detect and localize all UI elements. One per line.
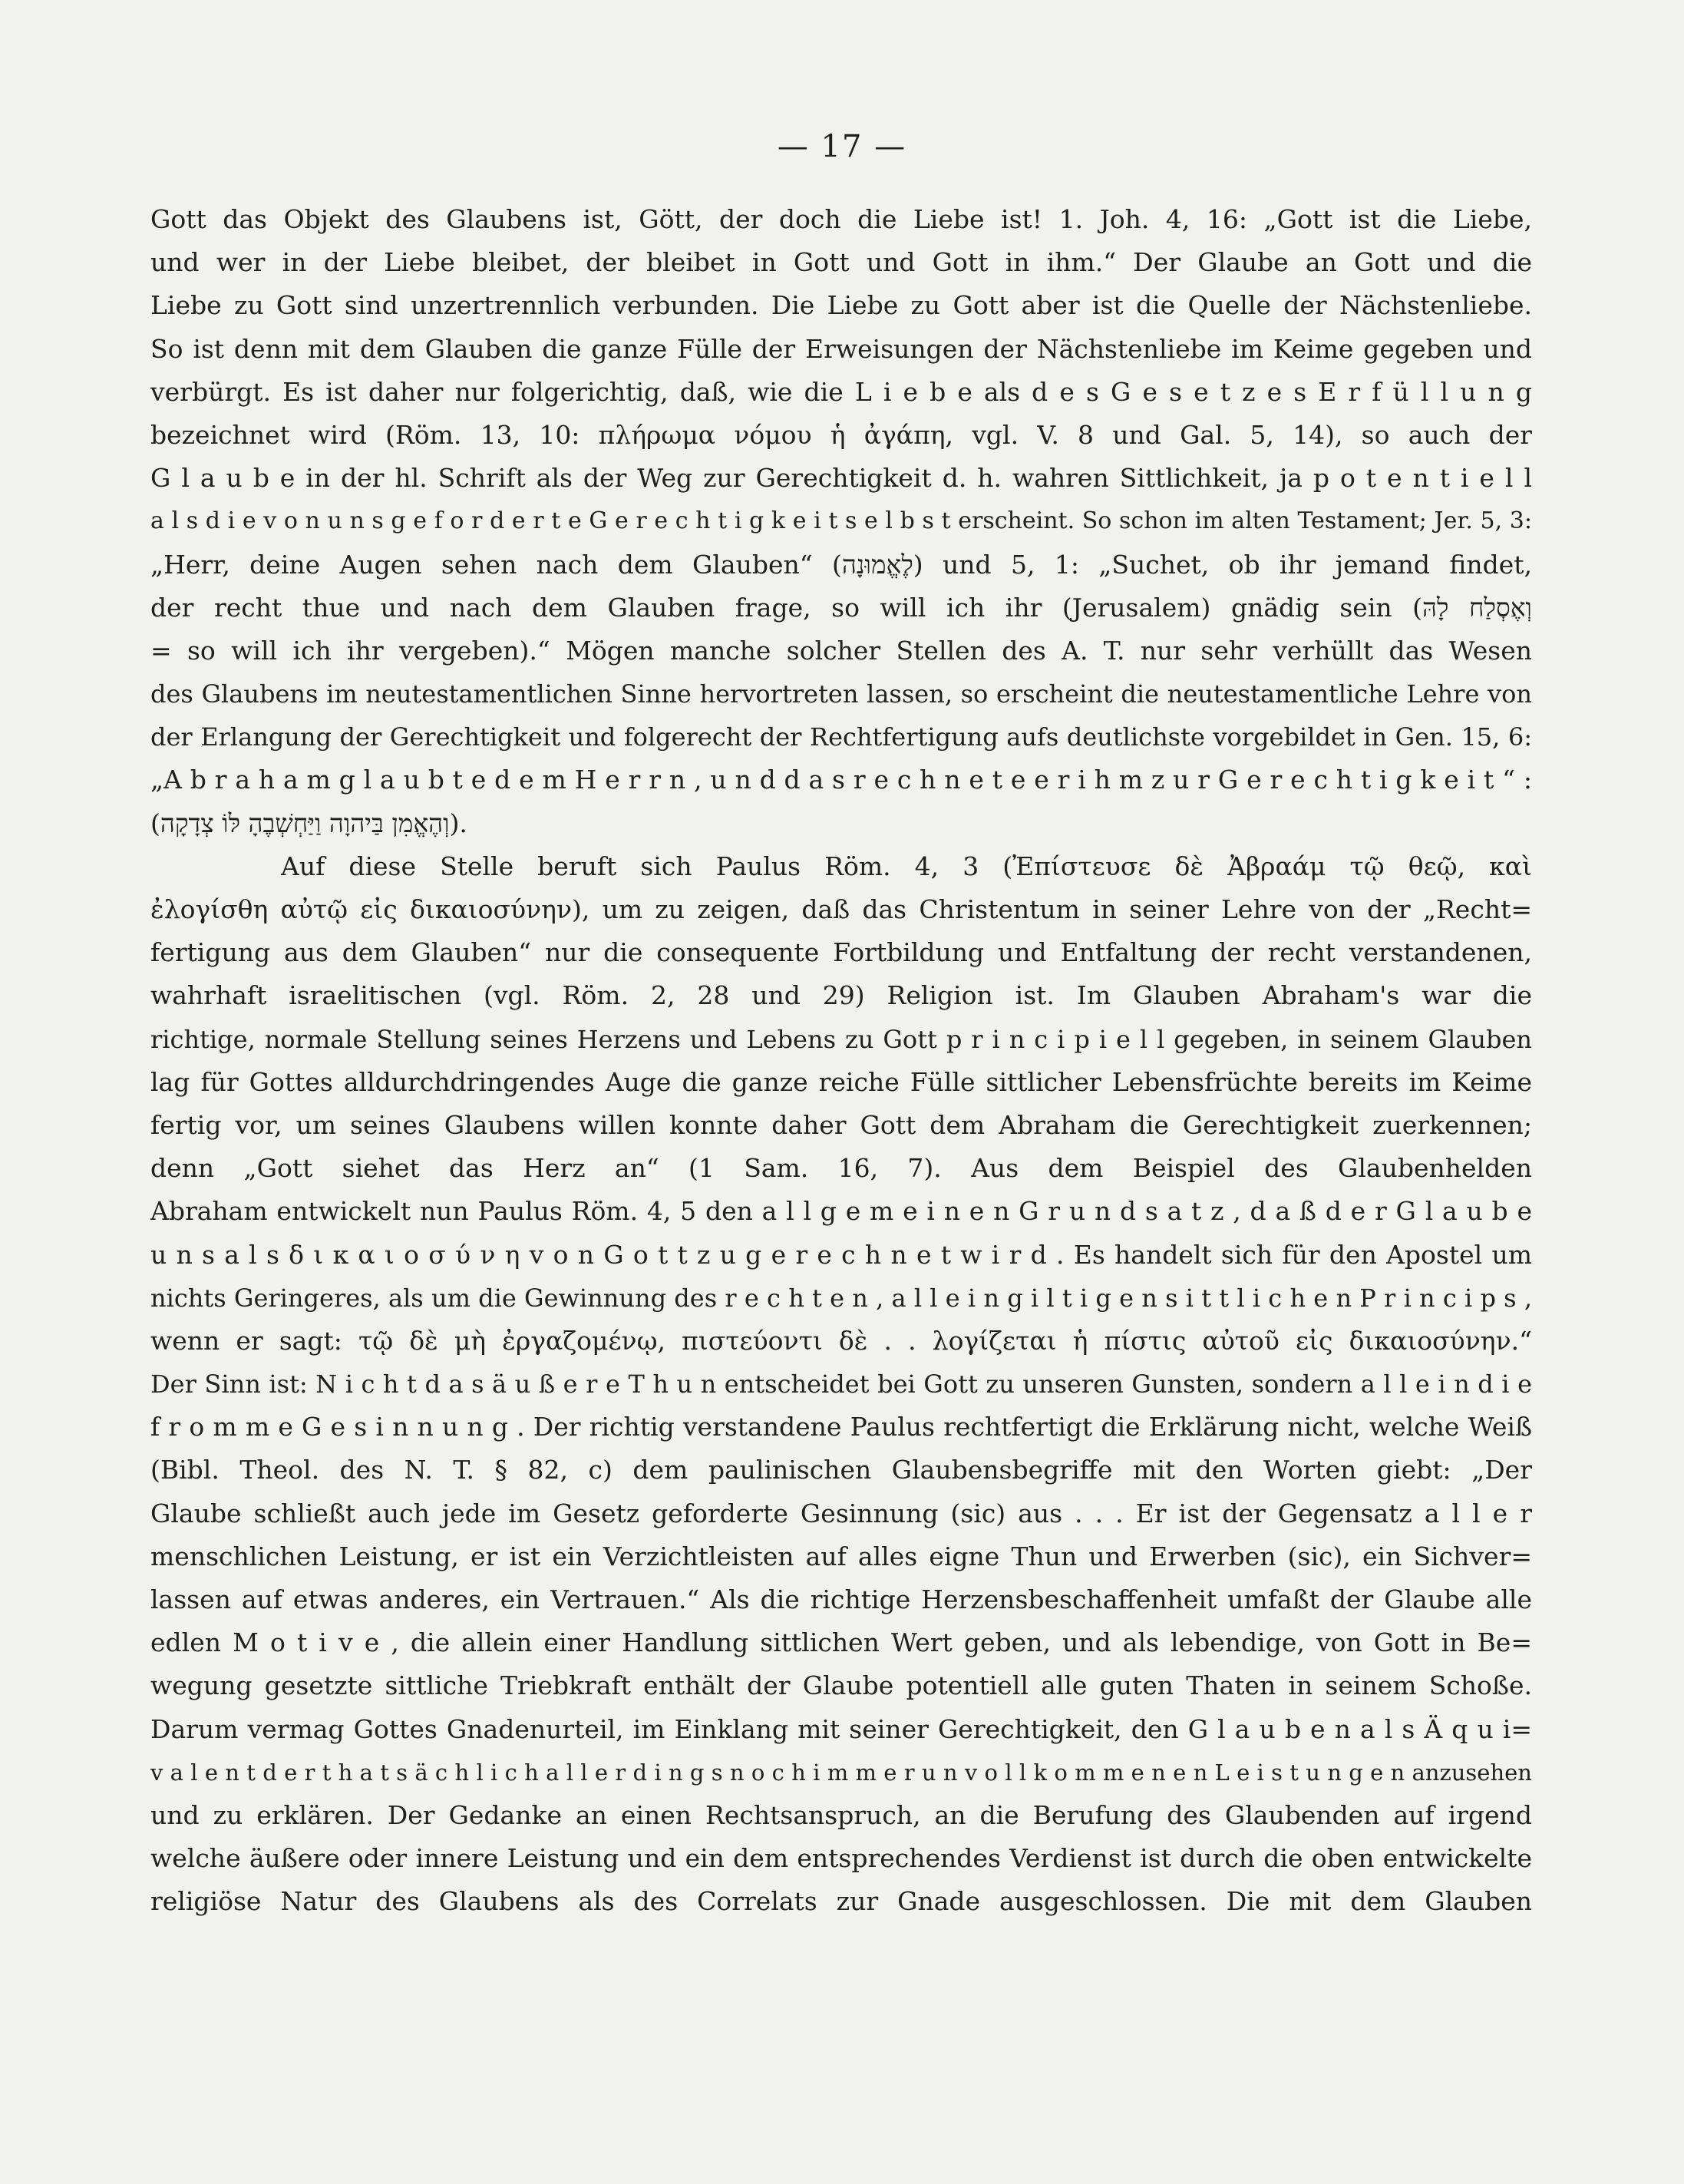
text-line: „A b r a h a m g l a u b t e d e m H e r r n , u n d d a s r e c h n e t e e r i h m z u r G e r e c h t i g k e i t “ :	[150, 765, 1532, 795]
text-line: Abraham entwickelt nun Paulus Röm. 4, 5 den a l l g e m e i n e n G r u n d s a t z , d a ß d e r G l a u b e	[150, 1196, 1532, 1227]
text-line: bezeichnet wird (Röm. 13, 10: πλήρωμα νόμου ἡ ἀγάπη, vgl. V. 8 und Gal. 5, 14), so auch der	[150, 419, 1532, 450]
text-line: religiöse Natur des Glaubens als des Correlats zur Gnade ausgeschlossen. Die mit dem Glauben	[150, 1886, 1532, 1917]
text-line: G l a u b e in der hl. Schrift als der Weg zur Gerechtigkeit d. h. wahren Sittlichkeit, ja p o t e n t i e l l	[150, 463, 1532, 494]
text-line: Darum vermag Gottes Gnadenurteil, im Einklang mit seiner Gerechtigkeit, den G l a u b e n a l s Ä q u i=	[150, 1713, 1532, 1744]
text-line: denn „Gott siehet das Herz an“ (1 Sam. 16, 7). Aus dem Beispiel des Glaubenhelden	[150, 1153, 1532, 1184]
text-line: des Glaubens im neutestamentlichen Sinne hervortreten lassen, so erscheint die neutestamentliche Lehre von	[150, 679, 1532, 709]
text-line: f r o m m e G e s i n n u n g . Der richtig verstandene Paulus rechtfertigt die Erklärung nicht, welche Weiß	[150, 1412, 1532, 1442]
text-line: der Erlangung der Gerechtigkeit und folgerecht der Rechtfertigung aufs deutlichste vorgebildet in Gen. 15, 6:	[150, 722, 1532, 752]
text-line: richtige, normale Stellung seines Herzens und Lebens zu Gott p r i n c i p i e l l gegeben, in seinem Glauben	[150, 1024, 1532, 1054]
text-line: u n s a l s δ ι κ α ι ο σ ύ ν η v o n G o t t z u g e r e c h n e t w i r d . Es handelt sich für den Apostel um	[150, 1239, 1532, 1270]
text-line: wegung gesetzte sittliche Triebkraft enthält der Glaube potentiell alle guten Thaten in seinem Schoße.	[150, 1670, 1532, 1701]
text-line: v a l e n t d e r t h a t s ä c h l i c h a l l e r d i n g s n o c h i m m e r u n v o l l k o m m e n e n L e i s t u n g e n anzusehen	[150, 1759, 1532, 1786]
page-number: — 17 —	[777, 129, 907, 164]
text-line: lag für Gottes alldurchdringendes Auge die ganze reiche Fülle sittlicher Lebensfrüchte bereits im Keime	[150, 1066, 1532, 1097]
text-line: verbürgt. Es ist daher nur folgerichtig, daß, wie die L i e b e als d e s G e s e t z e s E r f ü l l u n g	[150, 376, 1532, 407]
text-line: welche äußere oder innere Leistung und ein dem entsprechendes Verdienst ist durch die oben entwickelte	[150, 1843, 1532, 1874]
text-line: wahrhaft israelitischen (vgl. Röm. 2, 28 und 29) Religion ist. Im Glauben Abraham's war die	[150, 980, 1532, 1011]
text-line: der recht thue und nach dem Glauben frage, so will ich ihr (Jerusalem) gnädig sein (וְאֶסְלַח לָהּ	[150, 592, 1532, 623]
text-line: ἐλογίσθη αὐτῷ εἰς δικαιοσύνην), um zu zeigen, daß das Christentum in seiner Lehre von der „Recht=	[150, 894, 1532, 924]
text-line: nichts Geringeres, als um die Gewinnung des r e c h t e n , a l l e i n g i l t i g e n s i t t l i c h e n P r i n c i p s ,	[150, 1283, 1532, 1313]
text-line: Auf diese Stelle beruft sich Paulus Röm. 4, 3 (Ἐπίστευσε δὲ Ἀβραάμ τῷ θεῷ, καὶ	[281, 851, 1532, 881]
text-line: lassen auf etwas anderes, ein Vertrauen.“ Als die richtige Herzensbeschaffenheit umfaßt der Glaube alle	[150, 1584, 1532, 1614]
body-text	[150, 198, 1532, 1924]
text-line: menschlichen Leistung, er ist ein Verzichtleisten auf alles eigne Thun und Erwerben (sic), ein Sichver=	[150, 1541, 1532, 1571]
text-line: = so will ich ihr vergeben).“ Mögen manche solcher Stellen des A. T. nur sehr verhüllt das Wesen	[150, 635, 1532, 666]
text-line: edlen M o t i v e , die allein einer Handlung sittlichen Wert geben, und als lebendige, von Gott in Be=	[150, 1627, 1532, 1658]
text-line: Glaube schließt auch jede im Gesetz geforderte Gesinnung (sic) aus . . . Er ist der Gegensatz a l l e r	[150, 1498, 1532, 1528]
text-line: a l s d i e v o n u n s g e f o r d e r t e G e r e c h t i g k e i t s e l b s t erscheint. So schon im alten Testament; Jer. 5, 3:	[150, 507, 1532, 535]
text-line: (Bibl. Theol. des N. T. § 82, c) dem paulinischen Glaubensbegriffe mit den Worten giebt: „Der	[150, 1455, 1532, 1485]
text-line: „Herr, deine Augen sehen nach dem Glauben“ (לֶאֱמוּנָה) und 5, 1: „Suchet, ob ihr jemand findet,	[150, 549, 1532, 580]
text-line: So ist denn mit dem Glauben die ganze Fülle der Erweisungen der Nächstenliebe im Keime gegeben und	[150, 333, 1532, 364]
text-line: fertigung aus dem Glauben“ nur die consequente Fortbildung und Entfaltung der recht verstandenen,	[150, 937, 1532, 968]
text-line: (וְהֶאֱמִן בַּיהוָה וַיַּחְשְׁבֶהָ לּוֹ צְדָקָה).	[150, 808, 467, 838]
text-line: und zu erklären. Der Gedanke an einen Rechtsanspruch, an die Berufung des Glaubenden auf irgend	[150, 1799, 1532, 1830]
text-line: Gott das Objekt des Glaubens ist, Gött, der doch die Liebe ist! 1. Joh. 4, 16: „Gott ist die Liebe,	[150, 204, 1532, 234]
text-line: Der Sinn ist: N i c h t d a s ä u ß e r e T h u n entscheidet bei Gott zu unseren Gunsten, sondern a l l e i n d i e	[150, 1370, 1532, 1399]
text-line: fertig vor, um seines Glaubens willen konnte daher Gott dem Abraham die Gerechtigkeit zuerkennen;	[150, 1109, 1532, 1140]
text-line: Liebe zu Gott sind unzertrennlich verbunden. Die Liebe zu Gott aber ist die Quelle der Nächstenliebe.	[150, 290, 1532, 321]
text-line: und wer in der Liebe bleibet, der bleibet in Gott und Gott in ihm.“ Der Glaube an Gott und die	[150, 247, 1532, 278]
text-line: wenn er sagt: τῷ δὲ μὴ ἐργαζομένῳ, πιστεύοντι δὲ . . λογίζεται ἡ πίστις αὐτοῦ εἰς δικαιοσύνην.“	[150, 1325, 1532, 1356]
